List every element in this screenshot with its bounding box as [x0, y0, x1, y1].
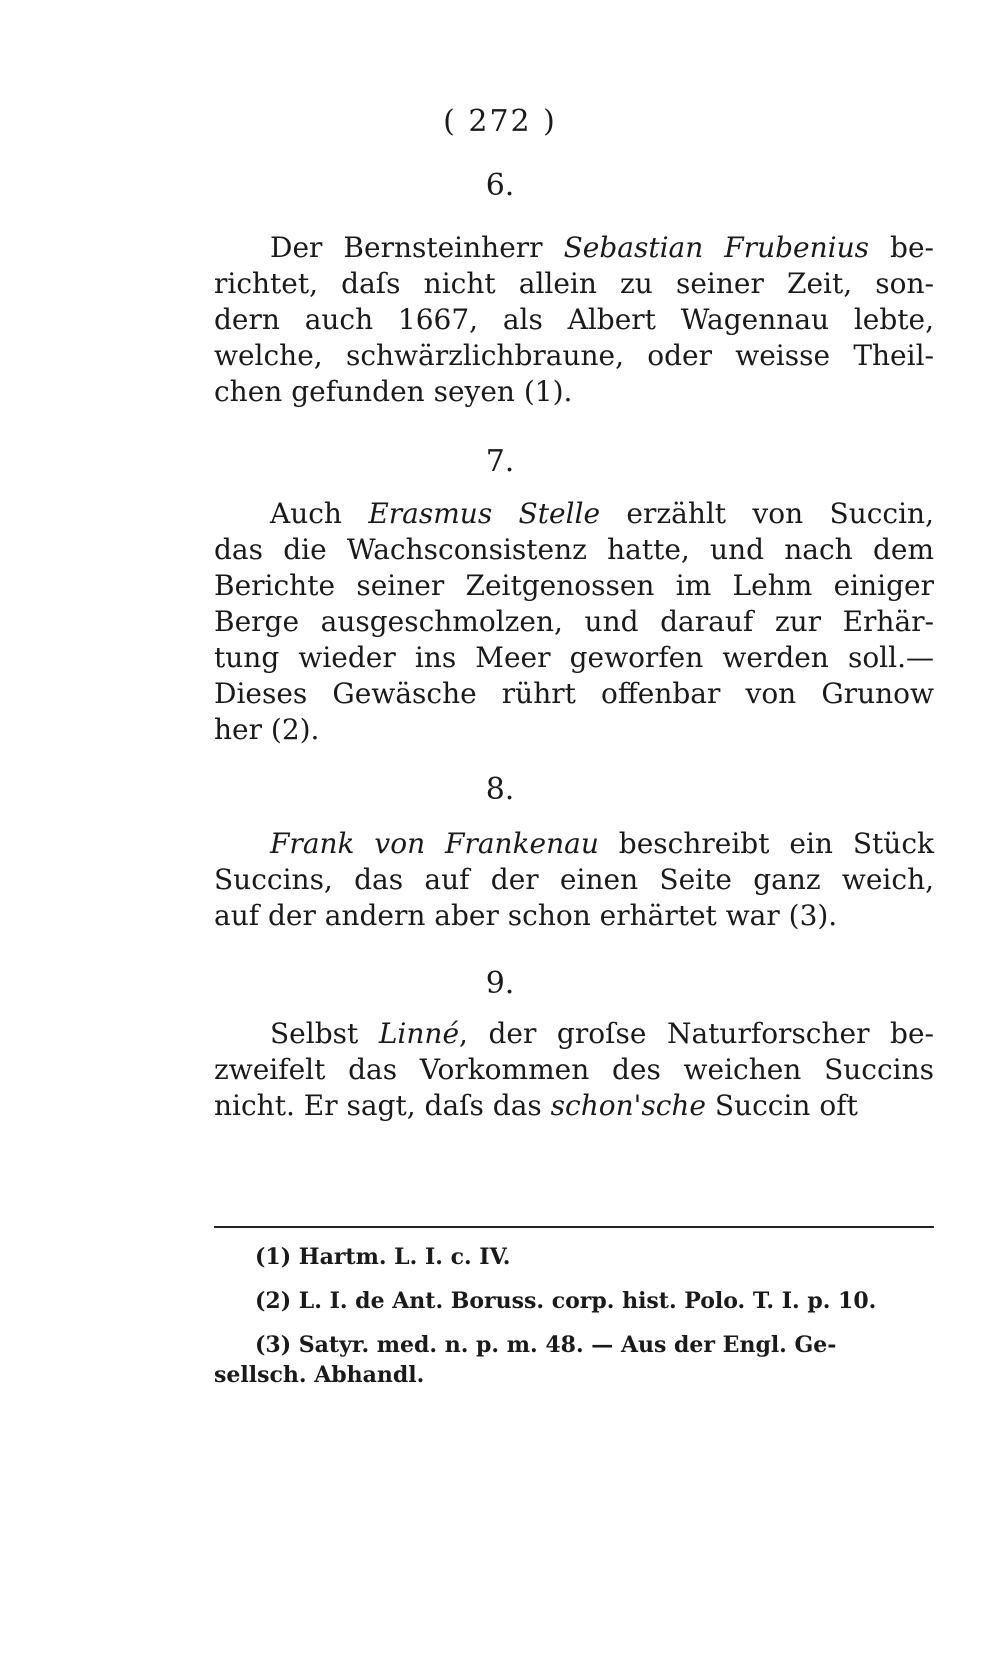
text-line	[214, 230, 934, 266]
text-line	[214, 604, 934, 640]
text-line	[214, 302, 934, 338]
text-run: Auch	[270, 497, 369, 530]
text-line	[214, 676, 934, 712]
text-run: beschreibt ein Stück	[598, 827, 934, 860]
paragraph-8	[214, 826, 934, 934]
text-run: welche, schwärzlichbraune, oder weisse Theil-	[214, 339, 934, 372]
section-number-8: 8.	[485, 772, 515, 807]
footnote-3	[214, 1330, 935, 1390]
text-line	[214, 712, 934, 748]
text-line	[214, 496, 934, 532]
footnote-rule	[214, 1226, 934, 1228]
footnote-2	[255, 1286, 935, 1316]
text-run: Succins, das auf der einen Seite ganz weich,	[214, 863, 934, 896]
text-run: tung wieder ins Meer geworfen werden soll.—	[214, 641, 934, 674]
text-run: her (2).	[214, 713, 320, 746]
italic-name: Linné	[378, 1017, 460, 1050]
text-run: be-	[869, 231, 934, 264]
paragraph-9	[214, 1016, 934, 1124]
text-line	[214, 532, 934, 568]
text-line	[214, 266, 934, 302]
text-run: das die Wachsconsistenz hatte, und nach dem	[214, 533, 934, 566]
text-run: Dieses Gewäsche rührt offenbar von Grunow	[214, 677, 934, 710]
text-line	[214, 1088, 934, 1124]
text-run: richtet, daſs nicht allein zu seiner Zeit, son-	[214, 267, 934, 300]
italic-name: Frank von Frankenau	[270, 827, 599, 860]
text-run: dern auch 1667, als Albert Wagennau lebte,	[214, 303, 934, 336]
section-number-7: 7.	[485, 444, 515, 479]
paragraph-7	[214, 496, 934, 748]
italic-name: Sebastian Frubenius	[563, 231, 870, 264]
text-run: erzählt von Succin,	[600, 497, 934, 530]
text-run: chen gefunden seyen (1).	[214, 375, 573, 408]
text-line	[214, 374, 934, 410]
text-line	[214, 1016, 934, 1052]
text-run: Selbst	[270, 1017, 379, 1050]
footnote-line: (2) L. I. de Ant. Boruss. corp. hist. Polo. T. I. p. 10.	[255, 1288, 877, 1314]
text-run: Berge ausgeschmolzen, und darauf zur Erhär-	[214, 605, 934, 638]
text-run: nicht. Er sagt, daſs das	[214, 1089, 551, 1122]
text-run: Der Bernsteinherr	[270, 231, 564, 264]
italic-name: Erasmus Stelle	[368, 497, 601, 530]
section-number-9: 9.	[485, 966, 515, 1001]
text-run: zweifelt das Vorkommen des weichen Succins	[214, 1053, 934, 1086]
paragraph-6	[214, 230, 934, 410]
footnote-line: sellsch. Abhandl.	[214, 1362, 425, 1388]
text-line	[214, 862, 934, 898]
text-line	[214, 338, 934, 374]
text-run: Berichte seiner Zeitgenossen im Lehm einiger	[214, 569, 934, 602]
text-run: , der groſse Naturforscher be-	[459, 1017, 935, 1050]
footnote-line: (1) Hartm. L. I. c. IV.	[255, 1244, 511, 1270]
italic-name: schon'sche	[550, 1089, 706, 1122]
footnote-line: (3) Satyr. med. n. p. m. 48. — Aus der Engl. Ge-	[255, 1332, 837, 1358]
footnote-1	[255, 1242, 935, 1272]
page-number: ( 272 )	[443, 104, 557, 139]
text-line	[214, 640, 934, 676]
text-run: auf der andern aber schon erhärtet war (3).	[214, 899, 838, 932]
text-run: Succin oft	[705, 1089, 858, 1122]
text-line	[214, 568, 934, 604]
text-line	[214, 1052, 934, 1088]
text-line	[214, 898, 934, 934]
text-line	[214, 826, 934, 862]
section-number-6: 6.	[485, 168, 515, 203]
